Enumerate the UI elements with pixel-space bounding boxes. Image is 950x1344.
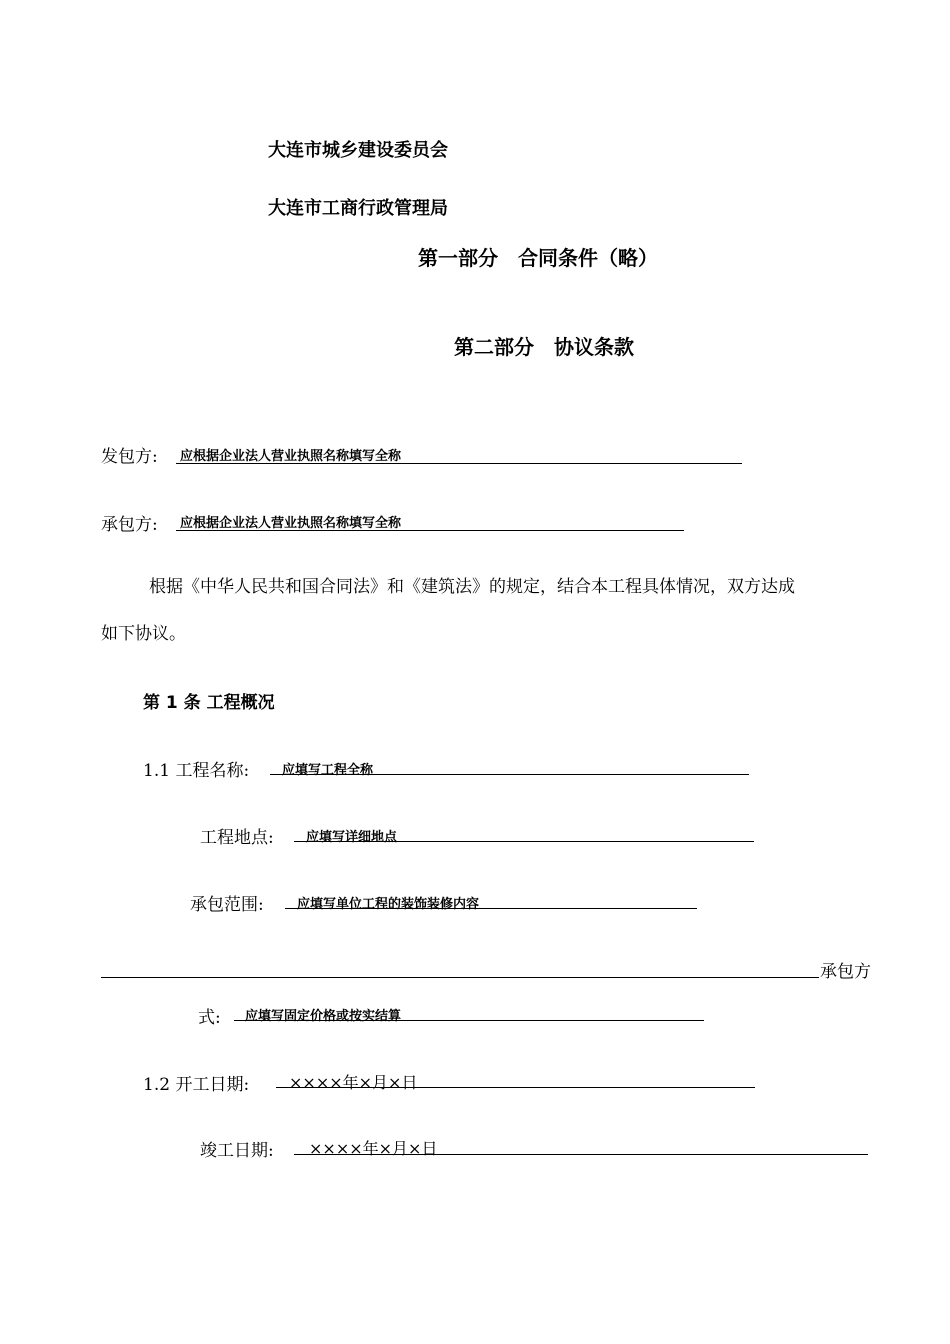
part2-title: 第二部分 协议条款	[454, 335, 634, 359]
employer-underline	[176, 463, 742, 464]
start-date-underline	[276, 1087, 755, 1088]
contract-mode-label-part1: 承包方	[820, 962, 871, 982]
contract-mode-value: 应填写固定价格或按实结算	[245, 1009, 402, 1024]
contract-scope-underline	[285, 908, 697, 909]
contract-mode-label-part2: 式:	[198, 1008, 221, 1028]
article1-heading: 第 1 条 工程概况	[143, 693, 275, 713]
contractor-label: 承包方:	[101, 515, 158, 535]
part1-title: 第一部分 合同条件（略）	[418, 246, 658, 270]
completion-date-underline	[294, 1154, 868, 1155]
project-name-underline	[270, 774, 749, 775]
employer-value: 应根据企业法人营业执照名称填写全称	[180, 449, 402, 464]
project-location-value: 应填写详细地点	[306, 830, 398, 845]
issuer-line-2: 大连市工商行政管理局	[268, 198, 448, 219]
project-location-label: 工程地点:	[200, 828, 274, 848]
contract-mode-blank-line	[101, 977, 819, 978]
completion-date-value: ××××年×月×日	[309, 1139, 438, 1158]
start-date-label: 1.2 开工日期:	[143, 1075, 250, 1095]
completion-date-label: 竣工日期:	[200, 1141, 274, 1161]
contract-scope-value: 应填写单位工程的装饰装修内容	[297, 897, 480, 912]
project-name-label: 1.1 工程名称:	[143, 761, 250, 781]
project-name-value: 应填写工程全称	[282, 763, 374, 778]
contract-mode-underline	[234, 1020, 704, 1021]
contractor-underline	[176, 530, 684, 531]
contractor-value: 应根据企业法人营业执照名称填写全称	[180, 516, 402, 531]
start-date-value: ××××年×月×日	[289, 1073, 418, 1092]
employer-label: 发包方:	[101, 447, 158, 467]
project-location-underline	[294, 841, 754, 842]
contract-scope-label: 承包范围:	[190, 895, 264, 915]
issuer-line-1: 大连市城乡建设委员会	[268, 140, 448, 161]
intro-line-1: 根据《中华人民共和国合同法》和《建筑法》的规定，结合本工程具体情况，双方达成	[149, 577, 795, 597]
intro-line-2: 如下协议。	[101, 624, 186, 644]
